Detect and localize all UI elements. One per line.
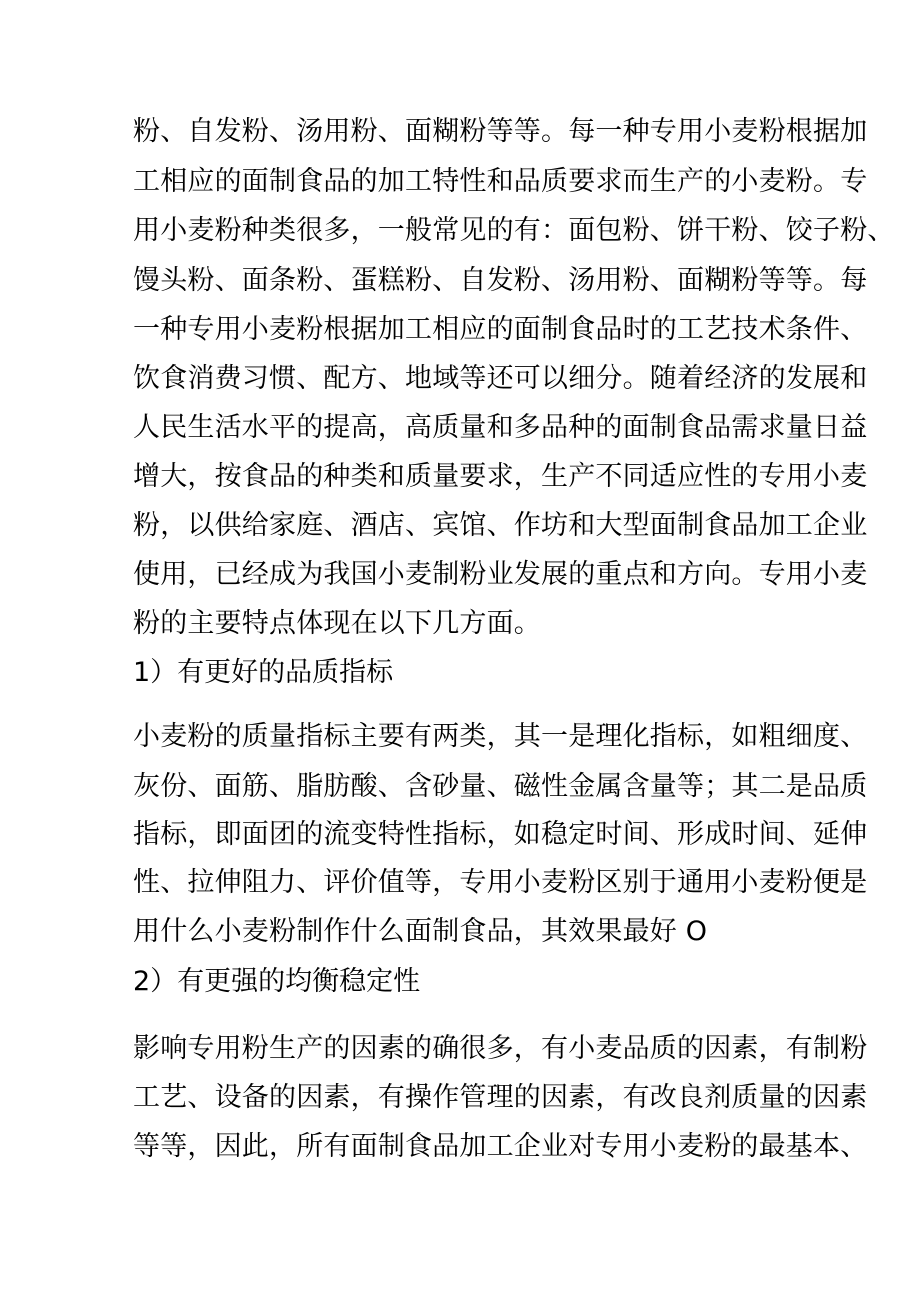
paragraph-2-line-1: 小麦粉的质量指标主要有两类，其一是理化指标，如粗细度、 [133, 721, 868, 752]
paragraph-1-line-1: 粉、自发粉、汤用粉、面糊粉等等。每一种专用小麦粉根据加 [133, 116, 868, 147]
paragraph-1-line-2: 工相应的面制食品的加工特性和品质要求而生产的小麦粉。专 [133, 166, 868, 197]
paragraph-1-line-10: 使用，已经成为我国小麦制粉业发展的重点和方向。专用小麦 [133, 559, 868, 590]
paragraph-2-line-5: 用什么小麦粉制作什么面制食品，其效果最好 O [133, 916, 708, 947]
paragraph-2-line-2: 灰份、面筋、脂肪酸、含砂量、磁性金属含量等；其二是品质 [133, 771, 868, 802]
paragraph-1-line-7: 人民生活水平的提高，高质量和多品种的面制食品需求量日益 [133, 412, 868, 443]
paragraph-1-line-3: 用小麦粉种类很多，一般常见的有：面包粉、饼干粉、饺子粉、 [133, 215, 895, 246]
paragraph-1-line-6: 饮食消费习惯、配方、地域等还可以细分。随着经济的发展和 [133, 363, 868, 394]
paragraph-3-line-3: 等等，因此，所有面制食品加工企业对专用小麦粉的最基本、 [133, 1131, 868, 1162]
paragraph-3-line-1: 影响专用粉生产的因素的确很多，有小麦品质的因素，有制粉 [133, 1033, 868, 1064]
paragraph-1-line-11: 粉的主要特点体现在以下几方面。 [133, 608, 541, 639]
paragraph-2-line-3: 指标，即面团的流变特性指标，如稳定时间、形成时间、延伸 [133, 819, 868, 850]
section-heading-2: 2）有更强的均衡稳定性 [133, 966, 421, 997]
paragraph-1-line-4: 馒头粉、面条粉、蛋糕粉、自发粉、汤用粉、面糊粉等等。每 [133, 265, 868, 296]
paragraph-1-line-9: 粉，以供给家庭、酒店、宾馆、作坊和大型面制食品加工企业 [133, 510, 868, 541]
paragraph-1-line-5: 一种专用小麦粉根据加工相应的面制食品时的工艺技术条件、 [133, 314, 868, 345]
paragraph-2-line-4: 性、拉伸阻力、评价值等，专用小麦粉区别于通用小麦粉便是 [133, 867, 868, 898]
paragraph-1-line-8: 增大，按食品的种类和质量要求，生产不同适应性的专用小麦 [133, 461, 868, 492]
section-heading-1: 1）有更好的品质指标 [133, 657, 394, 688]
paragraph-3-line-2: 工艺、设备的因素，有操作管理的因素，有改良剂质量的因素 [133, 1082, 868, 1113]
